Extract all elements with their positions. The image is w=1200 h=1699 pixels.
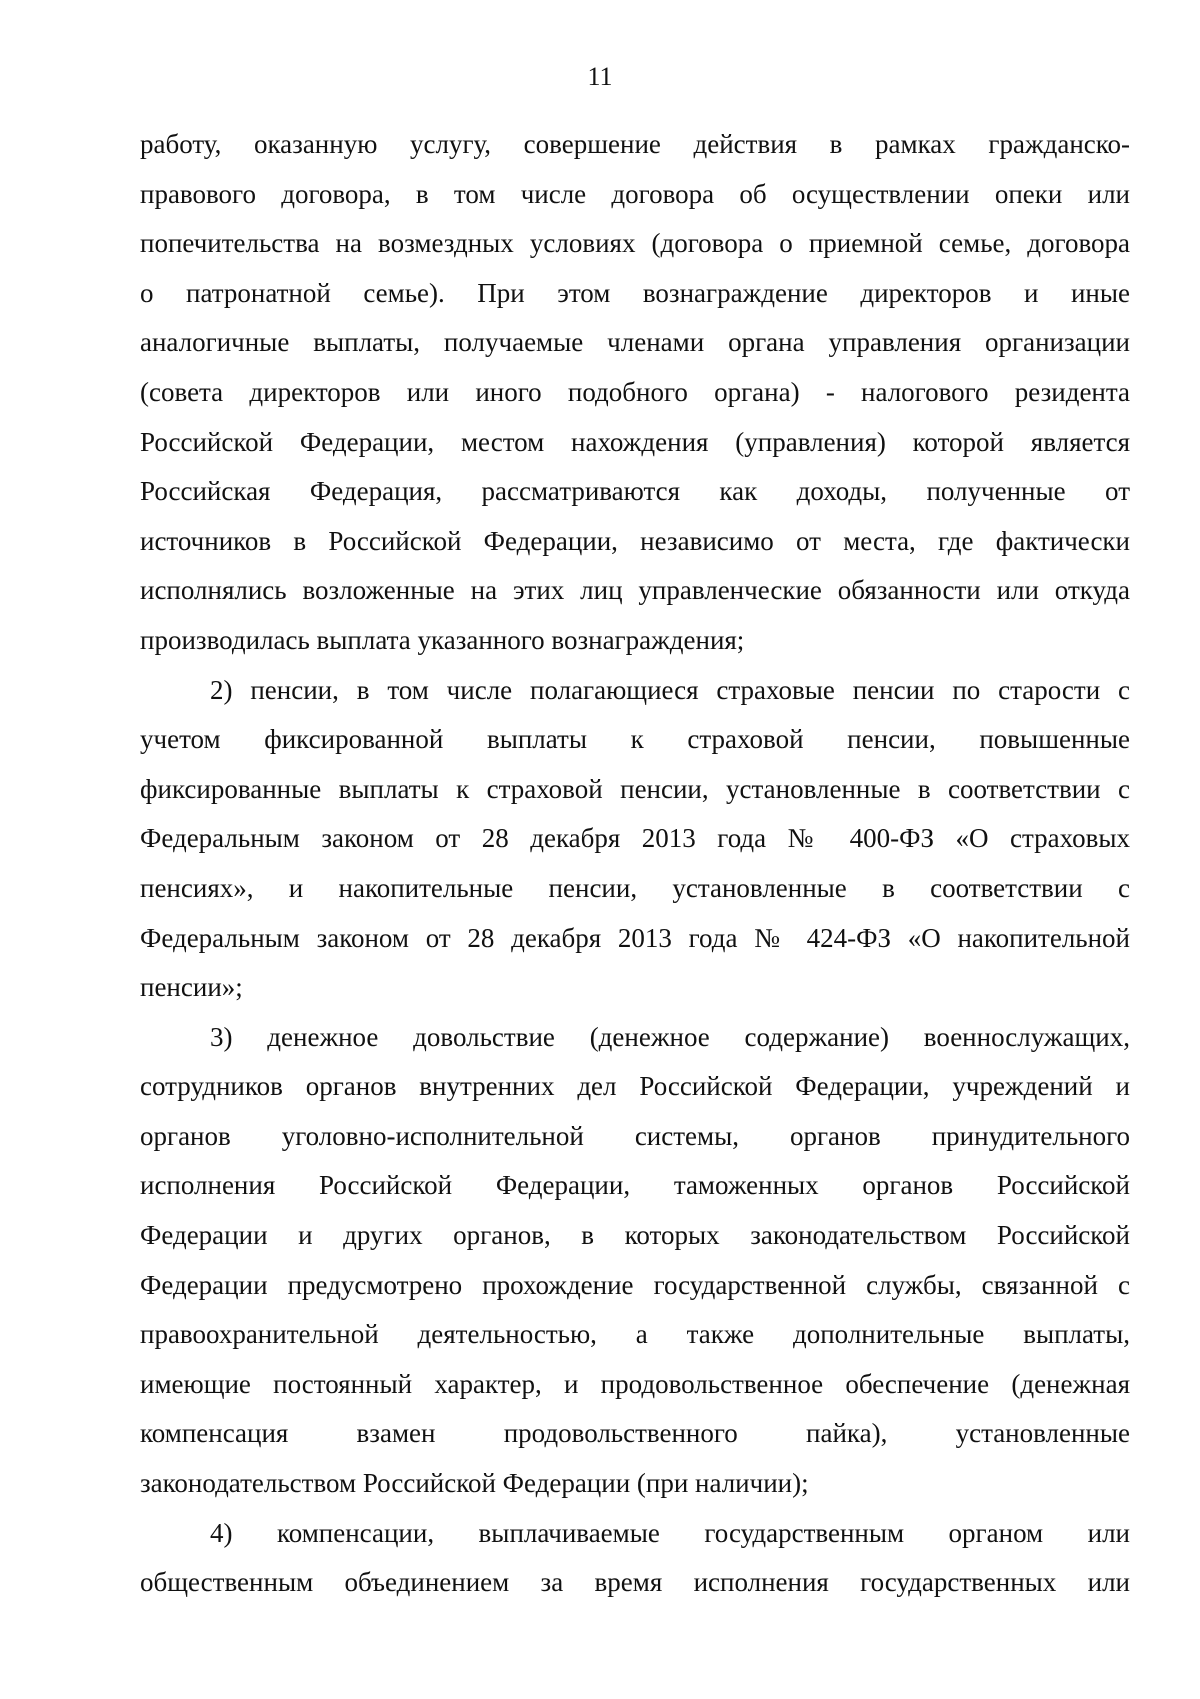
text-line: 3) денежное довольствие (денежное содержание) военнослужащих, <box>210 1021 1130 1052</box>
page-number: 11 <box>587 62 613 91</box>
text-line: попечительства на возмездных условиях (договора о приемной семье, договора <box>140 228 1130 259</box>
text-line: Федерации и других органов, в которых законодательством Российской <box>140 1220 1130 1251</box>
text-line: (совета директоров или иного подобного органа) - налогового резидента <box>140 376 1130 407</box>
text-line: правового договора, в том числе договора об осуществлении опеки или <box>140 178 1130 209</box>
text-line: исполнения Российской Федерации, таможенных органов Российской <box>140 1170 1130 1201</box>
text-line: общественным объединением за время исполнения государственных или <box>140 1567 1130 1598</box>
text-line: 2) пенсии, в том числе полагающиеся страховые пенсии по старости с <box>210 674 1130 705</box>
text-line: Российская Федерация, рассматриваются как доходы, полученные от <box>140 476 1130 507</box>
body-text <box>140 120 1130 1608</box>
text-line: Федеральным законом от 28 декабря 2013 года № 424-ФЗ «О накопительной <box>140 922 1130 953</box>
text-line: о патронатной семье). При этом вознаграждение директоров и иные <box>140 277 1130 308</box>
text-line: компенсация взамен продовольственного пайка), установленные <box>140 1418 1130 1449</box>
text-line: законодательством Российской Федерации (при наличии); <box>140 1468 809 1499</box>
text-line: исполнялись возложенные на этих лиц управленческие обязанности или откуда <box>140 575 1130 606</box>
text-line: Федеральным законом от 28 декабря 2013 года № 400-ФЗ «О страховых <box>140 823 1130 854</box>
text-line: имеющие постоянный характер, и продовольственное обеспечение (денежная <box>140 1368 1130 1399</box>
text-line: пенсиях», и накопительные пенсии, установленные в соответствии с <box>140 872 1130 903</box>
text-line: учетом фиксированной выплаты к страховой пенсии, повышенные <box>140 724 1130 755</box>
text-line: работу, оказанную услугу, совершение действия в рамках гражданско- <box>140 129 1130 159</box>
text-line: Федерации предусмотрено прохождение государственной службы, связанной с <box>140 1269 1130 1300</box>
text-line: 4) компенсации, выплачиваемые государственным органом или <box>210 1517 1130 1548</box>
text-line: пенсии»; <box>140 972 243 1003</box>
text-line: фиксированные выплаты к страховой пенсии, установленные в соответствии с <box>140 773 1130 804</box>
text-line: органов уголовно-исполнительной системы, органов принудительного <box>140 1120 1130 1151</box>
text-line: Российской Федерации, местом нахождения (управления) которой является <box>140 426 1130 457</box>
text-line: правоохранительной деятельностью, а также дополнительные выплаты, <box>140 1319 1130 1350</box>
text-line: сотрудников органов внутренних дел Российской Федерации, учреждений и <box>140 1071 1130 1102</box>
text-line: источников в Российской Федерации, независимо от места, где фактически <box>140 525 1130 556</box>
text-line: аналогичные выплаты, получаемые членами органа управления организации <box>140 327 1130 358</box>
text-line: производилась выплата указанного вознаграждения; <box>140 624 745 655</box>
